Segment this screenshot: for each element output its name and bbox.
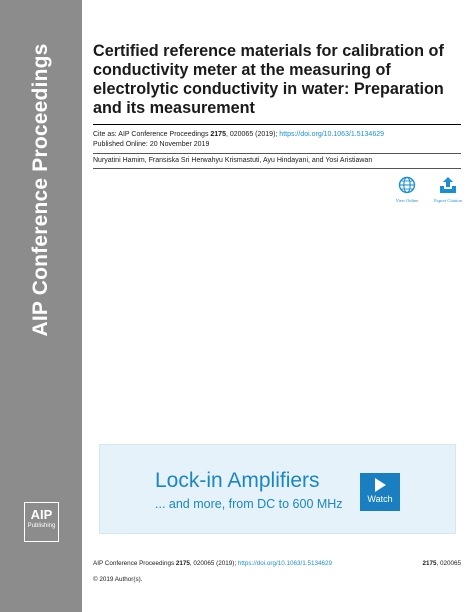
footer-journal: AIP Conference Proceedings: [93, 560, 176, 567]
journal-title: AIP Conference Proceedings: [29, 43, 52, 337]
ad-subline: ... and more, from DC to 600 MHz: [155, 497, 343, 511]
watch-label: Watch: [367, 494, 393, 504]
logo-aip-text: AIP: [30, 507, 53, 522]
cite-suffix: , 020065 (2019);: [225, 131, 280, 138]
footer-ref-suffix: , 020065 (2019);: [189, 560, 238, 567]
ad-headline: Lock-in Amplifiers: [155, 469, 320, 492]
citation-block: [93, 130, 463, 150]
title-divider: [93, 124, 461, 125]
aip-publishing-logo[interactable]: [24, 502, 59, 542]
footer-doi-link[interactable]: https://doi.org/10.1063/1.5134629: [237, 560, 333, 567]
authors-divider: [93, 168, 461, 169]
footer-page-ref: [422, 559, 461, 568]
footer-right-suffix: , 020065: [436, 560, 461, 567]
advertisement-banner[interactable]: [99, 444, 456, 534]
footer-right-volume: 2175: [422, 560, 437, 567]
footer-citation: [93, 559, 463, 568]
cite-volume: 2175: [210, 131, 226, 138]
footer-copyright: © 2019 Author(s).: [93, 576, 143, 583]
logo-publishing-text: Publishing: [27, 523, 56, 529]
export-citation-label: Export Citation: [434, 198, 462, 203]
cite-prefix: Cite as: AIP Conference Proceedings: [93, 131, 211, 138]
view-online-button[interactable]: [387, 176, 427, 203]
doi-link[interactable]: https://doi.org/10.1063/1.5134629: [279, 131, 384, 138]
globe-icon: [398, 176, 416, 194]
footer-volume: 2175: [175, 560, 190, 567]
author-list: Nuryatini Hamim, Fransiska Sri Herwahyu Krismastuti, Ayu Hindayani, and Yosi Aristiawan: [93, 157, 373, 164]
view-online-label: View Online: [395, 198, 419, 203]
watch-button[interactable]: [360, 473, 400, 511]
export-icon: [438, 176, 458, 194]
journal-sidebar: [0, 0, 82, 612]
export-citation-button[interactable]: [428, 176, 468, 203]
play-icon: [372, 477, 388, 493]
citation-divider: [93, 153, 461, 154]
published-online: Published Online: 20 November 2019: [93, 141, 210, 148]
article-title: Certified reference materials for calibration of conductivity meter at the measuring of electrolytic conductivity in water: Preparation and its measurement: [93, 42, 444, 117]
